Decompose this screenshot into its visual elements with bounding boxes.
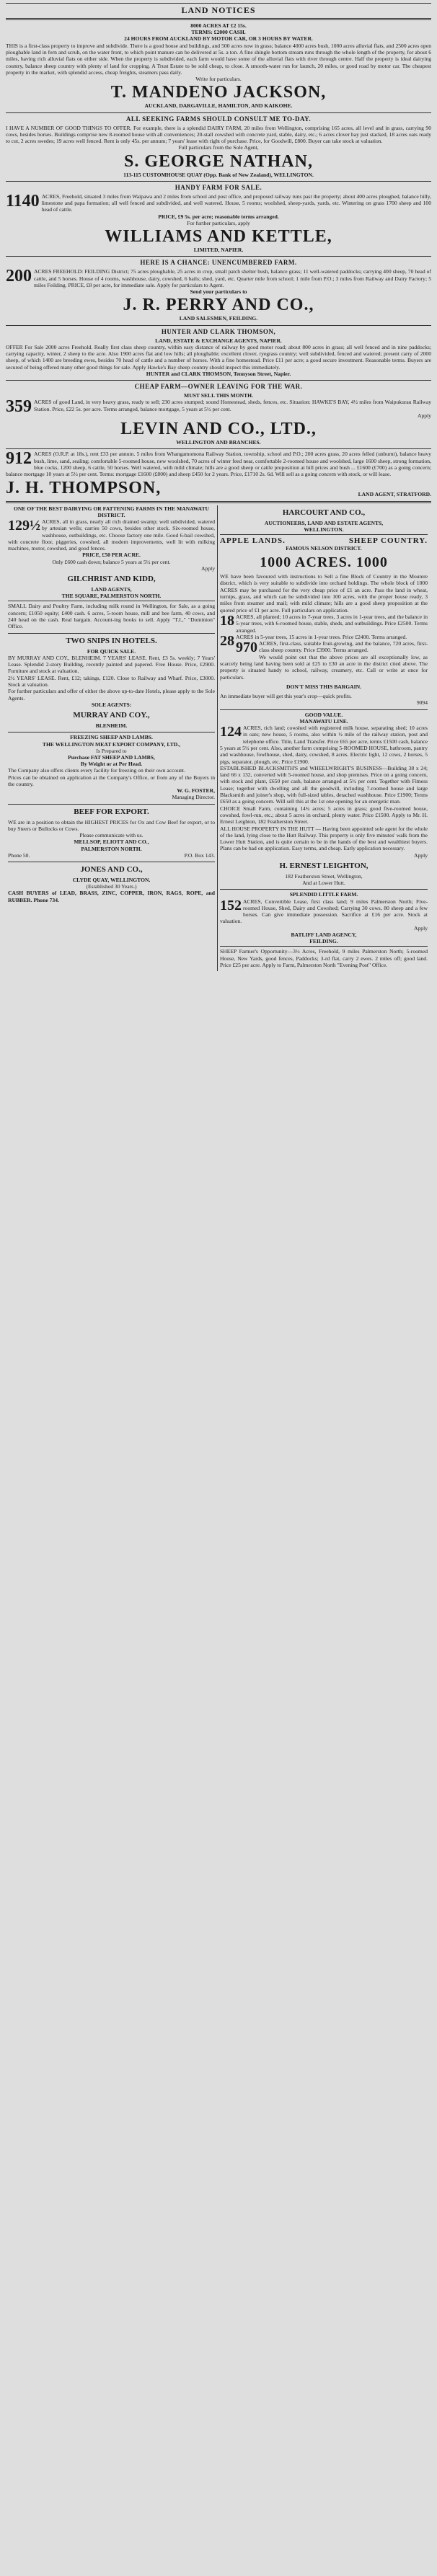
ad-number2: 18	[220, 612, 234, 629]
divider	[6, 448, 431, 449]
ad-apple-lands: APPLE LANDS.	[220, 536, 286, 545]
ad-agent-name: J. R. PERRY AND CO.,	[123, 296, 314, 315]
ad-number: 129½	[8, 517, 40, 534]
header-rule	[6, 18, 431, 20]
ad-agent-name: WILLIAMS AND KETTLE,	[105, 227, 332, 247]
ad-by: By Weight or at Per Head.	[80, 761, 143, 768]
ad-agent-addr2: THE SQUARE, PALMERSTON NORTH.	[61, 593, 162, 600]
ad-title: TWO SNIPS IN HOTELS.	[66, 636, 157, 645]
ad-body3: For further particulars and offer of either the above up-to-date Hotels, please apply to the Sole Agents.	[8, 688, 215, 701]
ad-addr: CLYDE QUAY, WELLINGTON.	[72, 877, 151, 884]
ad-body: I HAVE A NUMBER OF GOOD THINGS TO OFFER. For example, there is a splendid DAIRY FARM, 20 miles from Wellington, comprising 165 acres, all level and in grass, carrying 90 cows, besides horses. Buildings comprise new 8-roomed house with all conveniences; 20-stall cowshed with concrete yard, stable, dairy, etc.; 6 acres clover hay just stacked, 18 acres oats ready to cut, 2 acres swedes; 19 acres well fenced. Rent is only 45s. per annum; 7 years' lease with right of purchase. Price, for Goodwill, £800. Buyer can take stock at valuation.	[6, 124, 431, 145]
ad-agent-addr: LAND SALESMEN, FEILDING.	[179, 315, 258, 322]
ad-body: THIS is a first-class property to improve and subdivide. There is a good house and buildings, and 500 acres now in grass; balance 4000 acres bush, 1000 acres alluvial flats, and 2500 acres open ploughable land in fern and scrub, on the water front, to which point manure can be delivered at 5s. a ton. A fine shingle bottom stream runs through the whole length of the property, for about 6 miles, having rich alluvial flats on either side. When the property is subdivided, each farm would have some of the alluvial flats with river through centre. Half the property is ideal dairying country, balance sheep country with plenty of land for cropping. A Trust Estate to be sold cheap, to close. A smooth-water run for launch, 20 miles, or good road by motor car. The cheapest property in the market, with splendid access, cheap freights, steamers pass daily.	[6, 42, 431, 76]
ad-number: 200	[6, 267, 32, 286]
divider	[6, 380, 431, 381]
ad-body1: BY MURRAY AND COY., BLENHEIM. 7 YEARS' LEASE. Rent, £3 5s. weekly; 7 Years' Lease. Splendid 2-story Building, recently painted and papered. Free House. Price, £2900. Furniture and stock at valuation.	[8, 654, 215, 675]
ad-body1: ACRES, Convertible Lease, first class land; 9 miles Palmerston North; Five-roomed House, Shed, Dairy and Cowshed; Carrying 30 cows, 80 sheep and a few horses. Can give immediate possession. Sacrifice at £16 per acre. Stock at valuation.	[220, 898, 428, 925]
ad-number: 912	[6, 449, 32, 469]
ad-body: ACRES (O.R.P. at 18s.), rent £33 per annum. 5 miles from Whangamomona Railway Station, township, school and P.O.; 200 acres grass, 20 acres felled (unburnt), balance heavy bush, lime, sand, sealing; comfortable 5-roomed house, new woolshed, 70 acres of winter feed near, comfortable 2-roomed house and woolshed, large 1600 sheep, strong formation, blue cocks, 1200 sheep, 6 cattle, 50 horses. Well watered, with mild climate; hills are a good sheep or cattle proposition at hill prices and bush ... £1600 (£700) as a going concern; balance mortgage 10 years at 5½ per cent. Terms: mortgage £1600 (£800) and sheep £450 for 2 years. Price, £1710 2s. 6d. Will sell as a going concern with stock, or will lease.	[6, 451, 431, 478]
ad-number4: 970	[236, 639, 257, 656]
ad-handy-farm	[6, 184, 431, 254]
ad-sale: FOR QUICK SALE.	[87, 647, 136, 655]
ad-addr: 182 Featherston Street, Wellington,	[285, 872, 363, 880]
ad-cheap-farm	[6, 383, 431, 446]
ad-body: WE are in a position to obtain the HIGHEST PRICES for Ox and Cow Beef for export, or to buy Steers or Bullocks or Cows.	[8, 818, 215, 832]
ad-title: FREEZING SHEEP AND LAMBS.	[70, 734, 153, 741]
ad-body2: ESTABLISHED BLACKSMITH'S and WHEELWRIGHT'S BUSINESS—Building 38 x 24; land 66 x 132, converted with 5-roomed house, and shop premises. Price on a going concern, with stock and plant, £650 per cash, balance arranged at 5½ per cent. Together with Fitness Lease; together with dwelling and all the goodwill, including 7-roomed house and large Blacksmith and joiner's shop, with full-sized tables, detached washhouse. Price £1900; Terms £650 as a going concern. Will sell this at the 1st one opening for an energetic man.	[220, 764, 428, 805]
ad-good-value	[220, 712, 428, 887]
ad-beef	[8, 807, 215, 859]
ad-further: For further particulars, apply	[187, 219, 250, 226]
ad-body1: ACRES, rich land; cowshed with registered milk house, separating shed; 10 acres in oats; new house, 5 rooms, also within ½ mile of the railway station, post and telephone office. Title, Land Transfer. Price £65 per acre, terms £1500 cash, balance 5 years at 5½ per cent. Also, another farm comprising 5-ROOMED HOUSE, bathroom, pantry and washhouse, fowlhouse, shed, dairy, cowshed, 8 acres. Electric light, 12 cows, 2 horses, 5 pigs, separator, plough, etc. Price £1900.	[220, 725, 428, 765]
ad-full: Full particulars from the Sole Agent,	[178, 144, 259, 151]
ad-box: P.O. Box 143.	[184, 851, 215, 859]
ad-little-farm	[220, 891, 428, 968]
left-column	[6, 505, 218, 972]
ad-body1: The Company also offers clients every facility for freezing on their own account.	[8, 767, 185, 774]
ad-famous: FAMOUS NELSON DISTRICT.	[286, 544, 362, 552]
ad-sub: LAND, ESTATE & EXCHANGE AGENTS, NAPIER.	[155, 337, 282, 344]
ad-title: HANDY FARM FOR SALE.	[175, 183, 262, 191]
divider	[220, 709, 428, 710]
right-column	[218, 505, 430, 972]
ad-body2: SHEEP Farmer's Opportunity—3½ Acres, Freehold, 9 miles Palmerston North; 5-roomed House, New Yards, good fences, Paddocks; 3-rd flat, carry 2 ewes. 2 miles off; good land. Price £25 per acre. Apply to Farm, Palmerston North "Evening Post" Office.	[220, 948, 428, 968]
ad-number: 1140	[6, 191, 40, 211]
ad-number: 152	[220, 897, 242, 913]
top-rule	[6, 3, 431, 4]
ad-terms: Only £600 cash down; balance 5 years at 5½ per cent.	[52, 558, 171, 565]
ad-body2: 2½ YEARS' LEASE. Rent, £12; takings, £120. Close to Railway and Wharf. Price, £3000. Stock at valuation.	[8, 674, 215, 689]
ad-company: THE WELLINGTON MEAT EXPORT COMPANY, LTD.,	[42, 740, 181, 748]
ad-body2: Prices can be obtained on application at the Company's Office, or from any of the Buyers in the country.	[8, 774, 215, 787]
ad-title: CHEAP FARM—OWNER LEAVING FOR THE WAR.	[134, 383, 303, 391]
ad-title: GOOD VALUE.	[304, 711, 343, 718]
ad-agent-addr: LIMITED, NAPIER.	[193, 247, 244, 254]
ad-body6: An immediate buyer will get this year's crop—quick profits.	[220, 693, 352, 700]
ad-agent-name: HARCOURT AND CO.,	[282, 508, 366, 517]
ad-communicate: Please communicate with us.	[79, 832, 144, 839]
ad-write: Write for particulars.	[195, 76, 242, 83]
ad-title: SPLENDID LITTLE FARM.	[289, 891, 358, 898]
ad-hotels	[8, 637, 215, 730]
divider	[220, 534, 428, 535]
ad-agent-name: JONES AND CO.,	[80, 865, 143, 875]
divider	[220, 889, 428, 890]
ad-price: PRICE, £9 5s. per acre; reasonable terms arranged.	[158, 213, 279, 220]
ad-sign: W. G. FOSTER,	[177, 787, 215, 795]
section-header: LAND NOTICES	[181, 5, 256, 15]
ad-agent-name: MURRAY AND COY.,	[73, 711, 150, 720]
ad-poultry: SMALL Dairy and Poultry Farm, including milk round in Wellington, for Sale, as a going concern; £1050 equity; £400 cash. 6 acres, 5-room house, mill and bee farm, 40 cows, and 240 head on the cash. Real bargain. Account-ing books to sell. Apply "T.I.," "Dominion" Office.	[8, 603, 215, 630]
ad-body4: ACRES, first-class, suitable fruit-growing, and the balance, 720 acres, first-class sheep country. Price £3900. Terms arranged.	[259, 640, 428, 654]
ad-addr2: And at Lower Hutt.	[302, 880, 345, 887]
ad-apply: Apply	[201, 565, 215, 572]
ad-8000-acres	[6, 22, 431, 110]
ad-sheep-country: SHEEP COUNTRY.	[348, 536, 428, 545]
ad-agent-addr: 113-115 CUSTOMHOUSE QUAY (Opp. Bank of New Zealand), WELLINGTON.	[123, 171, 314, 178]
ad-agent-name: H. ERNEST LEIGHTON,	[279, 861, 368, 870]
ad-agent-name: HUNTER and CLARK THOMSON, Tennyson Street, Napier.	[146, 370, 291, 377]
ad-agent-addr: AUCKLAND, DARGAVILLE, HAMILTON, AND KAIKOHE.	[144, 102, 293, 110]
ad-apply: Apply	[414, 924, 428, 931]
ad-big: 1000 ACRES. 1000	[260, 554, 388, 571]
ad-farms-consult	[6, 115, 431, 178]
ad-manawatu-dairy	[8, 505, 215, 630]
divider	[6, 181, 431, 182]
ad-body: ACRES of good Land, in very heavy grass, ready to sell; 230 acres stumped; sound Homestead, sheds, fences, etc. Situation: HAWKE'S BAY, 4½ miles from Waipukurau Railway Station. Price, £22 5s. per acre. Terms arranged, balance mortgage, 5 years at 5½ per cent.	[34, 399, 431, 412]
ad-buy: Purchase FAT SHEEP AND LAMBS,	[68, 753, 155, 761]
ad-sub: MANAWATU LINE.	[299, 717, 348, 725]
ad-agent-name: MELLSOP, ELIOTT AND CO.,	[74, 838, 149, 846]
ad-est: (Established 30 Years.)	[86, 883, 137, 890]
ad-body: CASH BUYERS of LEAD, BRASS, ZINC, COPPER, IRON, RAGS, ROPE, and RUBBER. Phone 734.	[8, 890, 215, 903]
ad-body3: ACRES in 5-year trees, 15 acres in 1-year trees. Price £2400. Terms arranged.	[236, 633, 407, 640]
ad-agents: SOLE AGENTS:	[91, 701, 132, 708]
ad-number: 359	[6, 397, 32, 417]
ad-thompson	[6, 451, 431, 497]
divider	[8, 633, 215, 634]
ad-agent-addr: WELLINGTON AND BRANCHES.	[176, 439, 261, 446]
ad-body: ACRES FREEHOLD: FEILDING District; 75 acres ploughable, 25 acres in crop, small patch shelter bush, balance grass; 11 well-watered paddocks; carrying 400 sheep, 70 head of cattle, and 5 horses. House of 4 rooms, washhouse, dairy, cowshed, 6 bails; shed, yard, etc. Quarter mile from school; 1 mile from P.O.; 3 miles from Railway and Dairy Factory; 5 miles Feilding. PRICE, £8 per acre, for immediate sale. Apply for particulars to Agent.	[34, 268, 431, 288]
ad-role: Managing Director.	[172, 794, 215, 801]
ad-town: PALMERSTON NORTH.	[81, 845, 142, 852]
ad-town: BLENHEIM.	[95, 722, 128, 730]
ad-body: OFFER For Sale 2000 acres Freehold. Really first class sheep country, within easy distance of railway by good motor road; about 800 acres in grass; all well fenced and in nine paddocks; carrying capacity, winter, 2 sheep to the acre. Also 1900 acres flat and low hills; all ploughable; excellent clover, ryegrass country; well subdivided, fenced and watered; present carry of 2000 sheep, of which 1400 are breeding ewes, besides 70 head of cattle and a number of horses. With a fine homestead. Price £11 per acre; a good secure investment. Reasonable terms. Buyers are secured of being offered many other good things for sale. Apply Hawke's Bay sheep country should inspect this immediately.	[6, 343, 431, 371]
two-column-section	[6, 505, 431, 972]
ad-freezing	[8, 734, 215, 800]
ad-title: 8000 ACRES AT £2 15s.	[190, 22, 247, 29]
ad-harcourt	[220, 508, 428, 707]
ad-agent-name: T. MANDENO JACKSON,	[110, 83, 327, 102]
ad-body: ACRES, all in grass, nearly all rich drained swamp; well subdivided, watered by artesian wells; carries 50 cows, besides other stock. Six-roomed house, washhouse, outbuildings, etc. Choose factory one mile. Good 6-bail cowshed, with concrete floor, piggeries, cowshed, all modern improvements, well lit with milking machines, motor, cowshed, and good fences.	[8, 518, 215, 552]
ad-hunter-clark	[6, 328, 431, 378]
ad-miss: DON'T MISS THIS BARGAIN.	[286, 683, 361, 690]
ad-code: 9094	[416, 699, 428, 707]
ad-body: ACRES, Freehold, situated 3 miles from Waipawa and 2 miles from school and post office, and proposed railway runs past the property; about 400 acres ploughed, balance hilly, limestone and papa formation; all well fenced and subdivided, and well watered. House, 5 rooms; woolshed, sheep-yards, yards, etc. Wintering on grass 1700 sheep and 100 head of cattle.	[41, 192, 431, 213]
ad-agent-name: LEVIN AND CO., LTD.,	[120, 420, 317, 439]
ad-terms: TERMS: £2000 CASH.	[191, 29, 246, 36]
ad-number: 124	[220, 724, 242, 740]
ad-town: WELLINGTON.	[304, 526, 344, 533]
divider	[6, 112, 431, 113]
divider	[220, 946, 428, 947]
ad-body5: We would point out that the above prices are all exceptionally low, as scarcely being land having been sold at £25 to £30 an acre in the district cited above. The property is situated handy to school, railway, creamery, etc. Call or write at once for particulars.	[220, 653, 428, 681]
ad-apply: Apply	[414, 851, 428, 859]
ad-agent-addr: LAND AGENT, STRATFORD.	[358, 491, 431, 498]
ad-jones	[8, 865, 215, 903]
newspaper-page	[6, 0, 431, 971]
ad-phone: Phone 50.	[8, 851, 30, 859]
ad-price: PRICE, £50 PER ACRE.	[82, 552, 141, 559]
ad-agent-name: GILCHRIST AND KIDD,	[67, 575, 156, 584]
ad-apply: Apply	[418, 412, 431, 419]
ad-agent-name: S. GEORGE NATHAN,	[124, 151, 313, 171]
ad-body4: ALL HOUSE PROPERTY IN THE HUTT — Having been appointed sole agent for the whole of the land, lying close to the Hutt Railway. This property is only five minutes' walk from the Lower Hutt Station, and is quite certain to be in the hands of the best and wealthiest buyers. Plans can be had on application. Easy terms, and cheap. Early application necessary.	[220, 825, 428, 852]
divider	[8, 804, 215, 805]
ad-title: HERE IS A CHANCE: UNENCUMBERED FARM.	[140, 259, 297, 267]
divider	[6, 325, 431, 326]
ad-send: Send your particulars to	[190, 288, 247, 296]
ad-title: BEEF FOR EXPORT.	[74, 807, 149, 816]
ad-sub: MUST SELL THIS MONTH.	[184, 392, 253, 399]
ad-prepared: Is Prepared to	[96, 747, 127, 754]
ad-unencumbered-farm	[6, 259, 431, 322]
ad-title: HUNTER AND CLARK THOMSON,	[161, 327, 276, 335]
ad-body3: CHOICE Small Farm, containing 14¾ acres; 5 acres in grass; good five-roomed house, cowshed, fowl-run, etc.; about 5 acres in orchard, plenty water. Price £1500. Apply to Mr. H. Ernest Leighton, 182 Featherston Street.	[220, 805, 428, 826]
divider	[6, 256, 431, 257]
ad-agent-name: BATLIFF LAND AGENCY,	[291, 931, 357, 938]
ad-agent-name: J. H. THOMPSON,	[6, 478, 162, 497]
ad-number3: 28	[220, 632, 234, 649]
ad-sub: AUCTIONEERS, LAND AND ESTATE AGENTS,	[264, 519, 384, 526]
ad-title: ONE OF THE BEST DAIRYING OR FATTENING FARMS IN THE MANAWATU DISTRICT.	[13, 505, 210, 518]
ad-town: FEILDING.	[309, 938, 338, 945]
ad-sub: 24 HOURS FROM AUCKLAND BY MOTOR CAR, OR 3 HOURS BY WATER.	[124, 35, 313, 43]
ad-agent-addr: LAND AGENTS,	[91, 586, 132, 593]
ad-title: ALL SEEKING FARMS SHOULD CONSULT ME TO-DAY.	[125, 115, 312, 123]
ad-body2: ACRES, all planted; 10 acres in 7-year trees, 3 acres in 1-year trees, and the balance in 5-year trees, with 6-roomed house, stable, sheds, and outbuildings. Price £2500. Terms arranged.	[236, 613, 428, 634]
divider	[6, 501, 431, 503]
ad-body1: WE have been favoured with instructions to Sell a fine Block of Country in the Moutere district, which is very suitable to subdivide into orchard holdings. The whole block of 1000 ACRES may be purchased for the very cheap price of £1 an acre. Pass the land in wheat, turnips, grass, and which can be subdivided into 100 acres, with the proper house ready, 3 miles from steamer and mail; with mild climate; hills are a good sheep proposition at the quoted price of £1 per acre. Full particulars on application.	[220, 573, 428, 614]
